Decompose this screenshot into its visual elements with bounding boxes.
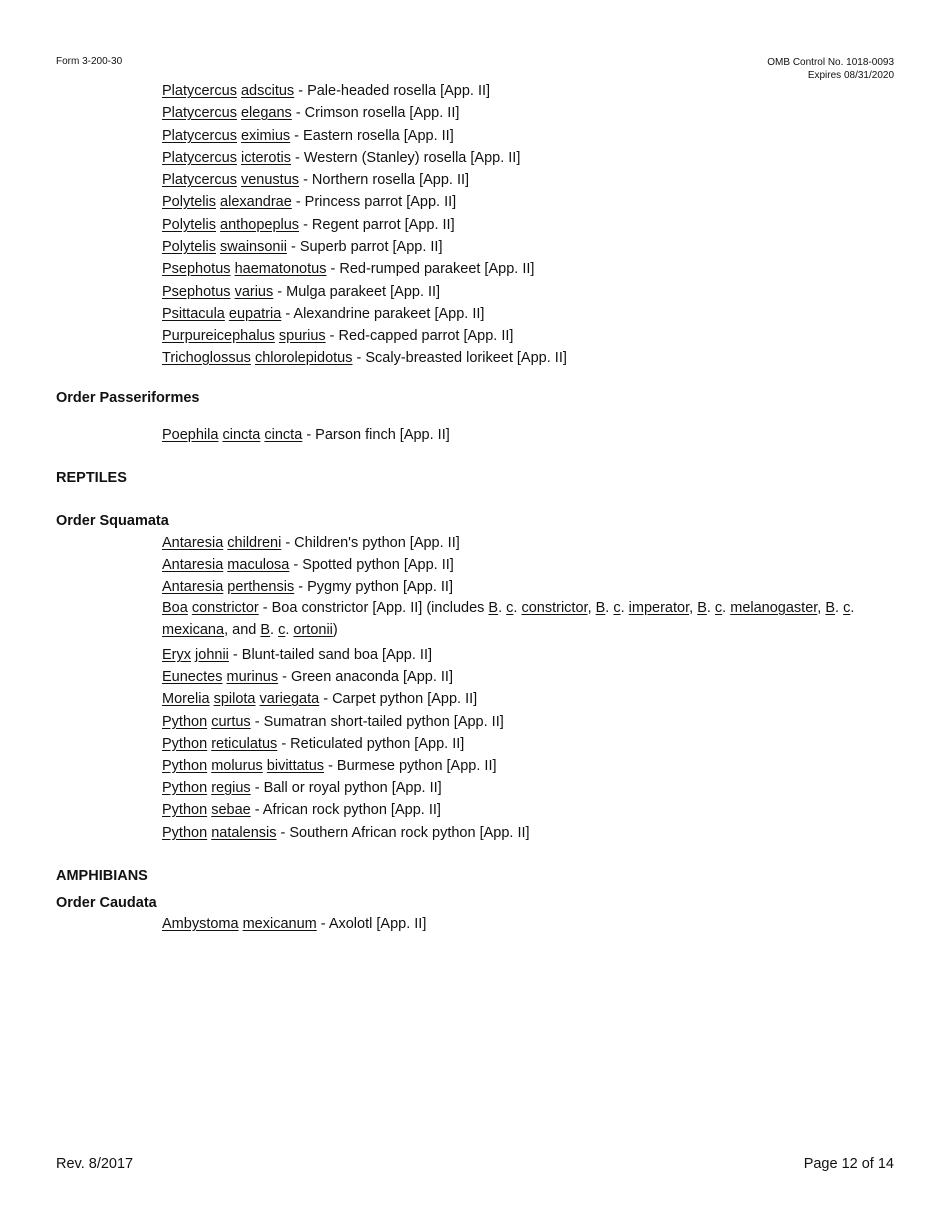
genus: Morelia bbox=[162, 691, 210, 707]
common-name: - Carpet python [App. II] bbox=[323, 691, 478, 707]
subspecies: bivittatus bbox=[266, 758, 325, 774]
subspecies: melanogaster bbox=[730, 600, 818, 616]
common-name: - Parson finch [App. II] bbox=[306, 427, 450, 443]
common-name: - Mulga parakeet [App. II] bbox=[277, 284, 441, 300]
species-entry bbox=[162, 104, 459, 122]
species: perthensis bbox=[227, 579, 295, 595]
species: johnii bbox=[195, 647, 229, 663]
genus: Polytelis bbox=[162, 239, 216, 255]
species: haematonotus bbox=[234, 261, 327, 277]
common-name: - Axolotl [App. II] bbox=[320, 916, 427, 932]
genus: Platycercus bbox=[162, 83, 237, 99]
species: icterotis bbox=[240, 150, 291, 166]
abbr-genus: B bbox=[488, 600, 499, 616]
order-heading-squamata: Order Squamata bbox=[56, 513, 169, 529]
species-entry bbox=[162, 713, 504, 731]
common-name: - Western (Stanley) rosella [App. II] bbox=[294, 150, 521, 166]
genus: Platycercus bbox=[162, 105, 237, 121]
abbr-species: c bbox=[843, 600, 851, 616]
common-name: - Red-capped parrot [App. II] bbox=[329, 328, 514, 344]
species: eupatria bbox=[228, 306, 282, 322]
species-entry bbox=[162, 915, 426, 933]
species-entry bbox=[162, 757, 497, 775]
species-entry bbox=[162, 779, 442, 797]
subspecies: mexicana bbox=[162, 622, 225, 639]
form-number: Form 3-200-30 bbox=[56, 56, 123, 67]
genus: Psephotus bbox=[162, 261, 231, 277]
genus: Psittacula bbox=[162, 306, 225, 322]
species-entry bbox=[162, 578, 453, 596]
species: varius bbox=[234, 284, 274, 300]
species-entry bbox=[162, 646, 432, 664]
species-entry bbox=[162, 824, 530, 842]
species: maculosa bbox=[227, 557, 290, 573]
genus: Python bbox=[162, 780, 208, 796]
species-entry bbox=[162, 801, 441, 819]
expiration-date: Expires 08/31/2020 bbox=[807, 70, 894, 81]
genus: Platycercus bbox=[162, 172, 237, 188]
class-heading-amphibians: AMPHIBIANS bbox=[56, 868, 148, 884]
abbr-genus: B bbox=[697, 600, 707, 616]
genus: Poephila bbox=[162, 427, 219, 443]
species: eximius bbox=[240, 128, 291, 144]
species: sebae bbox=[211, 802, 251, 818]
subspecies: variegata bbox=[259, 691, 320, 707]
species: molurus bbox=[211, 758, 263, 774]
species: spilota bbox=[213, 691, 256, 707]
genus: Boa bbox=[162, 600, 188, 616]
species-entry bbox=[162, 82, 490, 100]
common-name: - Regent parrot [App. II] bbox=[303, 217, 455, 233]
genus: Antaresia bbox=[162, 535, 224, 551]
genus: Python bbox=[162, 825, 208, 841]
species-entry bbox=[162, 127, 454, 145]
abbr-genus: B bbox=[825, 600, 836, 616]
genus: Trichoglossus bbox=[162, 350, 251, 366]
genus: Antaresia bbox=[162, 557, 224, 573]
species: spurius bbox=[278, 328, 326, 344]
species-entry bbox=[162, 327, 513, 345]
abbr-genus: B bbox=[595, 600, 606, 616]
species-entry bbox=[162, 305, 484, 323]
common-name: - Crimson rosella [App. II] bbox=[295, 105, 460, 121]
species-entry bbox=[162, 171, 469, 189]
species-entry bbox=[162, 534, 460, 552]
common-name: - Eastern rosella [App. II] bbox=[294, 128, 454, 144]
species-entry bbox=[162, 216, 455, 234]
common-name: - Princess parrot [App. II] bbox=[295, 194, 457, 210]
species: anthopeplus bbox=[220, 217, 300, 233]
common-name: - Reticulated python [App. II] bbox=[281, 736, 465, 752]
common-name: - Northern rosella [App. II] bbox=[303, 172, 470, 188]
common-name: - Burmese python [App. II] bbox=[328, 758, 497, 774]
subspecies: ortonii bbox=[293, 622, 333, 639]
genus: Polytelis bbox=[162, 194, 216, 210]
abbr-species: c bbox=[278, 622, 286, 639]
common-name: - Pale-headed rosella [App. II] bbox=[298, 83, 491, 99]
omb-control-block bbox=[767, 56, 894, 82]
species-entry-boa: Boa constrictor - Boa constrictor [App. II] (includes B. c. constrictor, B. c. imperator, B. c. melanogaster, B. c. mexicana, and B. c. ortonii) bbox=[162, 600, 855, 639]
genus: Python bbox=[162, 758, 208, 774]
genus: Eryx bbox=[162, 647, 191, 663]
order-heading-caudata: Order Caudata bbox=[56, 895, 157, 911]
species-entry bbox=[162, 735, 464, 753]
abbr-genus: B bbox=[260, 622, 271, 639]
species-entry bbox=[162, 283, 440, 301]
species-entry bbox=[162, 149, 520, 167]
abbr-species: c bbox=[714, 600, 723, 616]
common-name: - Boa constrictor [App. II] (includes bbox=[262, 600, 485, 616]
order-heading-passeriformes: Order Passeriformes bbox=[56, 390, 200, 406]
species-entry bbox=[162, 690, 477, 708]
species: chlorolepidotus bbox=[254, 350, 353, 366]
species: swainsonii bbox=[220, 239, 287, 255]
genus: Python bbox=[162, 714, 208, 730]
species: constrictor bbox=[191, 600, 259, 616]
species-entry bbox=[162, 349, 567, 367]
species: adscitus bbox=[240, 83, 295, 99]
species: reticulatus bbox=[211, 736, 278, 752]
common-name: - Alexandrine parakeet [App. II] bbox=[285, 306, 485, 322]
genus: Python bbox=[162, 802, 208, 818]
genus: Eunectes bbox=[162, 669, 223, 685]
genus: Platycercus bbox=[162, 150, 237, 166]
species: childreni bbox=[227, 535, 282, 551]
common-name: - Scaly-breasted lorikeet [App. II] bbox=[356, 350, 567, 366]
conjunction: and bbox=[232, 622, 257, 639]
common-name: - Green anaconda [App. II] bbox=[282, 669, 453, 685]
genus: Python bbox=[162, 736, 208, 752]
class-heading-reptiles: REPTILES bbox=[56, 470, 127, 486]
common-name: - Southern African rock python [App. II] bbox=[280, 825, 530, 841]
genus: Purpureicephalus bbox=[162, 328, 275, 344]
species: natalensis bbox=[211, 825, 277, 841]
genus: Antaresia bbox=[162, 579, 224, 595]
species: venustus bbox=[240, 172, 300, 188]
abbr-species: c bbox=[613, 600, 621, 616]
species-entry bbox=[162, 193, 456, 211]
revision-date: Rev. 8/2017 bbox=[56, 1156, 134, 1172]
common-name: - Sumatran short-tailed python [App. II] bbox=[254, 714, 504, 730]
species-entry bbox=[162, 556, 454, 574]
species: curtus bbox=[211, 714, 251, 730]
species-entry bbox=[162, 238, 443, 256]
genus: Psephotus bbox=[162, 284, 231, 300]
common-name: - Blunt-tailed sand boa [App. II] bbox=[232, 647, 433, 663]
species-entry bbox=[162, 260, 534, 278]
common-name: - Superb parrot [App. II] bbox=[290, 239, 443, 255]
subspecies: imperator bbox=[628, 600, 690, 616]
common-name: - African rock python [App. II] bbox=[254, 802, 441, 818]
species: alexandrae bbox=[220, 194, 292, 210]
subspecies: cincta bbox=[264, 427, 303, 443]
species: mexicanum bbox=[242, 916, 317, 932]
species-entry bbox=[162, 426, 450, 444]
common-name: - Pygmy python [App. II] bbox=[298, 579, 453, 595]
common-name: - Red-rumped parakeet [App. II] bbox=[330, 261, 535, 277]
species-entry bbox=[162, 668, 453, 686]
genus: Polytelis bbox=[162, 217, 216, 233]
common-name: - Spotted python [App. II] bbox=[293, 557, 454, 573]
species: regius bbox=[211, 780, 251, 796]
species: elegans bbox=[240, 105, 292, 121]
subspecies: constrictor bbox=[521, 600, 588, 616]
abbr-species: c bbox=[506, 600, 514, 616]
common-name: - Children's python [App. II] bbox=[285, 535, 460, 551]
species: murinus bbox=[226, 669, 279, 685]
page-number: Page 12 of 14 bbox=[803, 1156, 894, 1172]
species: cincta bbox=[222, 427, 261, 443]
omb-control-number: OMB Control No. 1018-0093 bbox=[767, 57, 894, 68]
common-name: - Ball or royal python [App. II] bbox=[254, 780, 442, 796]
genus: Ambystoma bbox=[162, 916, 239, 932]
genus: Platycercus bbox=[162, 128, 237, 144]
